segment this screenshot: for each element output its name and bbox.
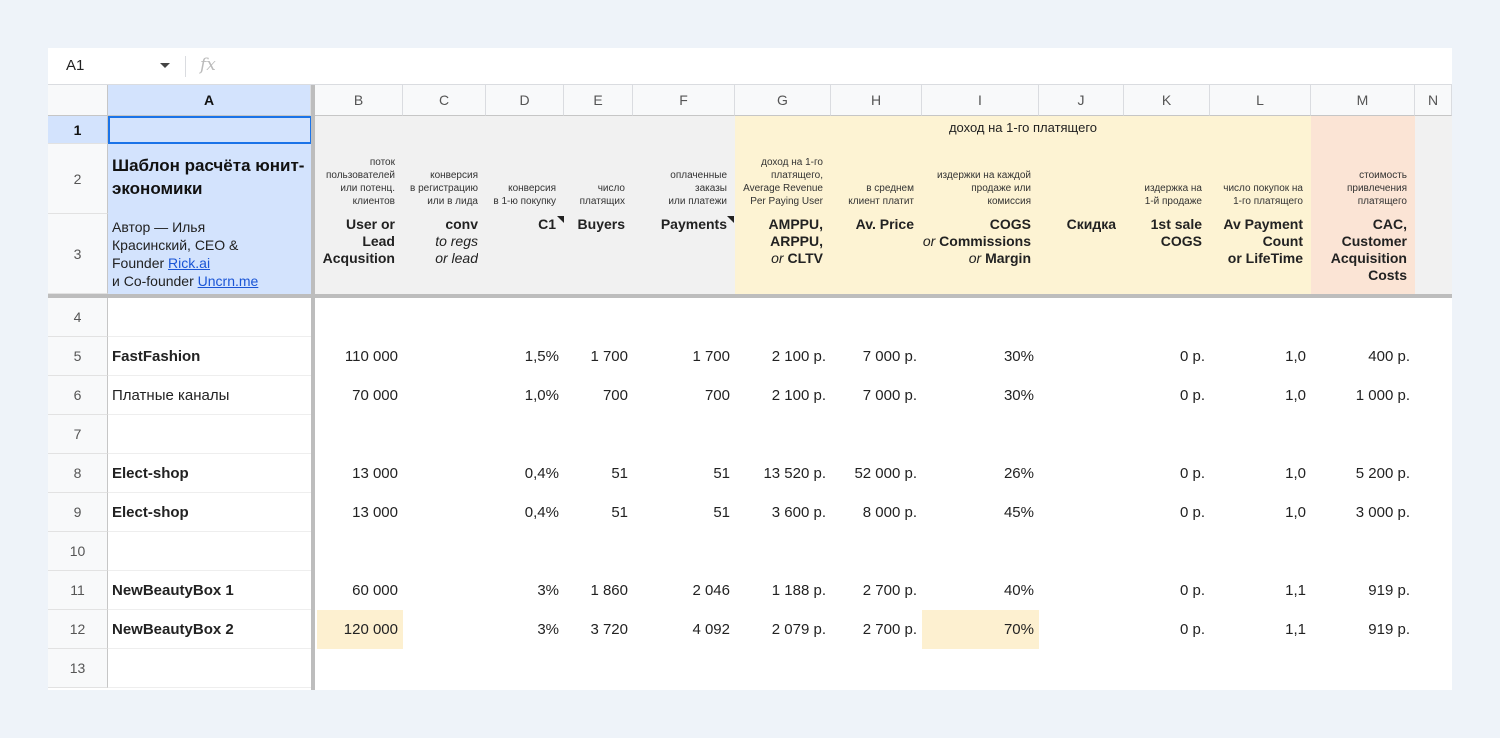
header-desc-line: в регистрацию: [410, 183, 478, 194]
header-name-line: Lead: [362, 233, 395, 249]
cell-m5[interactable]: 400 р.: [1368, 348, 1410, 365]
header-name-line: 1st sale: [1150, 216, 1202, 232]
column-header-a[interactable]: A: [108, 85, 311, 116]
author-prefix: и Co-founder: [112, 273, 198, 289]
column-header-k[interactable]: K: [1124, 85, 1210, 116]
cell-l5[interactable]: 1,0: [1285, 348, 1306, 365]
divider: [185, 56, 186, 77]
header-name-italic: or: [771, 250, 784, 266]
row-header-11[interactable]: 11: [48, 571, 108, 610]
cell-i11[interactable]: 40%: [1003, 582, 1034, 599]
cell-h9[interactable]: 8 000 р.: [862, 504, 917, 521]
row-header-7[interactable]: 7: [48, 415, 108, 454]
row-name-6[interactable]: Платные каналы: [112, 387, 230, 404]
header-desc-line: в среднем: [866, 183, 914, 194]
row-header-1[interactable]: 1: [48, 116, 108, 144]
header-name-line: Buyers: [577, 216, 625, 232]
cell-l8[interactable]: 1,0: [1285, 465, 1306, 482]
header-name-line: User or: [345, 216, 395, 232]
cell-e6[interactable]: 700: [602, 387, 628, 404]
grid-line: [108, 492, 311, 493]
cell-k12[interactable]: 0 р.: [1179, 621, 1205, 638]
cell-f12[interactable]: 4 092: [692, 621, 730, 638]
column-header-n[interactable]: N: [1415, 85, 1452, 116]
cell-e9[interactable]: 51: [611, 504, 628, 521]
header-name-line: conv: [445, 216, 478, 232]
cell-d11[interactable]: 3%: [537, 582, 559, 599]
author-line: [112, 272, 312, 290]
column-header-m[interactable]: M: [1311, 85, 1415, 116]
grid-line: [108, 453, 311, 454]
header-name-line: ARPPU,: [770, 233, 823, 249]
header-name-line: [922, 250, 1031, 267]
header-name-line: Costs: [1368, 267, 1407, 283]
cell-g5[interactable]: 2 100 р.: [771, 348, 826, 365]
cell-f11[interactable]: 2 046: [692, 582, 730, 599]
cell-g6[interactable]: 2 100 р.: [771, 387, 826, 404]
row-header-12[interactable]: 12: [48, 610, 108, 649]
row-name-8[interactable]: Elect-shop: [112, 465, 189, 482]
grid-line: [108, 609, 311, 610]
row-header-2[interactable]: 2: [48, 144, 108, 214]
column-header-h[interactable]: H: [831, 85, 922, 116]
cell-g8[interactable]: 13 520 р.: [763, 465, 826, 482]
row-name-12[interactable]: NewBeautyBox 2: [112, 621, 234, 638]
header-desc-d: [486, 144, 556, 208]
frozen-columns-divider[interactable]: [311, 85, 315, 690]
header-name-b: [315, 216, 395, 267]
header-name-line: COGS: [989, 216, 1031, 232]
header-desc-line: Average Revenue: [743, 183, 823, 194]
header-name-line: Av. Price: [855, 216, 914, 232]
header-name-line: or LifeTime: [1227, 250, 1303, 266]
header-desc-line: 1-го платящего: [1233, 196, 1303, 207]
header-name-line: Count: [1262, 233, 1303, 249]
cell-e5[interactable]: 1 700: [590, 348, 628, 365]
cell-e11[interactable]: 1 860: [590, 582, 628, 599]
cell-d12[interactable]: 3%: [537, 621, 559, 638]
cell-e8[interactable]: 51: [611, 465, 628, 482]
header-name-line: COGS: [1160, 233, 1202, 249]
cell-f8[interactable]: 51: [713, 465, 730, 482]
header-name-line: Payments: [660, 216, 727, 232]
header-desc-line: число покупок на: [1223, 183, 1303, 194]
rick-ai-link[interactable]: Rick.ai: [168, 255, 211, 271]
column-header-i[interactable]: I: [922, 85, 1039, 116]
row-header-8[interactable]: 8: [48, 454, 108, 493]
header-name-line: Av Payment: [1223, 216, 1303, 232]
row-header-13[interactable]: 13: [48, 649, 108, 688]
cell-h11[interactable]: 2 700 р.: [862, 582, 917, 599]
header-name-bold: CLTV: [783, 250, 823, 266]
header-desc-line: привлечения: [1346, 183, 1407, 194]
cell-k6[interactable]: 0 р.: [1179, 387, 1205, 404]
cell-m11[interactable]: 919 р.: [1368, 582, 1410, 599]
sheet-title: Шаблон расчёта юнит-экономики: [112, 156, 305, 198]
cell-g12[interactable]: 2 079 р.: [771, 621, 826, 638]
header-name-k: [1124, 216, 1202, 250]
cell-b5[interactable]: 110 000: [344, 348, 398, 365]
author-line: Автор — Илья: [112, 219, 206, 235]
author-block: [112, 218, 312, 290]
header-desc-b: [315, 144, 395, 208]
header-name-line: Скидка: [1066, 216, 1116, 232]
row-name-9[interactable]: Elect-shop: [112, 504, 189, 521]
cell-f6[interactable]: 700: [704, 387, 730, 404]
header-desc-line: поток: [369, 157, 395, 168]
row-header-9[interactable]: 9: [48, 493, 108, 532]
column-header-d[interactable]: D: [486, 85, 564, 116]
cell-k8[interactable]: 0 р.: [1179, 465, 1205, 482]
grid-line: [108, 570, 311, 571]
fx-icon: fx: [200, 55, 216, 75]
cell-g9[interactable]: 3 600 р.: [771, 504, 826, 521]
header-desc-line: в 1-ю покупку: [493, 196, 556, 207]
grid-line: [108, 414, 311, 415]
header-desc-line: комиссия: [987, 196, 1031, 207]
row-header-5[interactable]: 5: [48, 337, 108, 376]
column-header-g[interactable]: G: [735, 85, 831, 116]
header-desc-j: [1039, 144, 1116, 208]
cell-m6[interactable]: 1 000 р.: [1355, 387, 1410, 404]
cell-m9[interactable]: 3 000 р.: [1355, 504, 1410, 521]
banner-text: доход на 1-го платящего: [948, 120, 1098, 135]
column-header-e[interactable]: E: [564, 85, 633, 116]
header-name-j: [1039, 216, 1116, 233]
cell-h12[interactable]: 2 700 р.: [862, 621, 917, 638]
header-desc-line: заказы: [695, 183, 727, 194]
author-line: Красинский, CEO &: [112, 237, 239, 253]
header-name-l: [1210, 216, 1303, 267]
header-desc-line: или потенц.: [340, 183, 395, 194]
header-desc-line: клиент платит: [848, 196, 914, 207]
header-name-line: AMPPU,: [768, 216, 823, 232]
header-name-line: Acqusition: [322, 250, 395, 266]
column-header-c[interactable]: C: [403, 85, 486, 116]
cell-e12[interactable]: 3 720: [590, 621, 628, 638]
cell-b9[interactable]: 13 000: [352, 504, 398, 521]
grid-line: [108, 375, 311, 376]
cell-b11[interactable]: 60 000: [352, 582, 398, 599]
cell-d8[interactable]: 0,4%: [524, 465, 559, 482]
header-desc-i: [922, 144, 1031, 208]
header-desc-line: пользователей: [325, 170, 395, 181]
header-desc-line: платящего,: [770, 170, 823, 181]
chevron-down-icon[interactable]: [160, 63, 170, 68]
header-gray-block-n: [1415, 116, 1452, 294]
column-header-b[interactable]: B: [315, 85, 403, 116]
comment-indicator-d3[interactable]: [557, 216, 564, 223]
cell-i12[interactable]: 70%: [1003, 621, 1034, 638]
header-name-italic: or: [922, 233, 936, 249]
cell-k9[interactable]: 0 р.: [1179, 504, 1205, 521]
header-name-italic: or lead: [435, 250, 478, 266]
header-desc-line: или платежи: [668, 196, 727, 207]
column-header-l[interactable]: L: [1210, 85, 1311, 116]
header-name-m: [1311, 216, 1407, 284]
header-name-c: [403, 216, 478, 267]
header-desc-line: продаже или: [971, 183, 1031, 194]
header-name-bold: Margin: [981, 250, 1031, 266]
cell-k11[interactable]: 0 р.: [1179, 582, 1205, 599]
header-desc-e: [564, 144, 625, 208]
cell-m8[interactable]: 5 200 р.: [1355, 465, 1410, 482]
header-desc-line: клиентов: [352, 196, 395, 207]
name-box[interactable]: A1: [66, 57, 85, 74]
header-name-line: Customer: [1341, 233, 1407, 249]
author-line: [112, 254, 312, 272]
header-name-italic: to regs: [435, 233, 478, 249]
header-name-italic: or: [968, 250, 982, 266]
header-name-line: [922, 233, 1031, 250]
cell-l12[interactable]: 1,1: [1285, 621, 1306, 638]
row-header-10[interactable]: 10: [48, 532, 108, 571]
row-name-5[interactable]: FastFashion: [112, 348, 201, 365]
select-all-corner[interactable]: [48, 85, 108, 116]
cell-f9[interactable]: 51: [713, 504, 730, 521]
header-name-f: [633, 216, 727, 233]
header-desc-line: Per Paying User: [750, 196, 823, 207]
column-header-f[interactable]: F: [633, 85, 735, 116]
cell-h8[interactable]: 52 000 р.: [854, 465, 917, 482]
header-desc-line: оплаченные: [670, 170, 727, 181]
header-desc-line: платящего: [1357, 196, 1407, 207]
grid-line: [108, 336, 311, 337]
column-header-j[interactable]: J: [1039, 85, 1124, 116]
grid-line: [108, 531, 311, 532]
cell-l11[interactable]: 1,1: [1285, 582, 1306, 599]
header-desc-line: или в лида: [427, 196, 478, 207]
grid-line: [108, 648, 311, 649]
header-desc-line: издержка на: [1144, 183, 1202, 194]
header-name-d: [486, 216, 556, 233]
header-desc-line: число: [597, 183, 625, 194]
header-desc-line: доход на 1-го: [761, 157, 823, 168]
header-desc-k: [1124, 144, 1202, 208]
cell-i9[interactable]: 45%: [1003, 504, 1034, 521]
header-name-bold: Commissions: [935, 233, 1031, 249]
cell-d9[interactable]: 0,4%: [524, 504, 559, 521]
cell-k5[interactable]: 0 р.: [1179, 348, 1205, 365]
cell-h6[interactable]: 7 000 р.: [862, 387, 917, 404]
header-desc-c: [403, 144, 478, 208]
header-desc-g: [735, 144, 823, 208]
row-header-3[interactable]: 3: [48, 214, 108, 294]
cell-d5[interactable]: 1,5%: [524, 348, 559, 365]
cell-f5[interactable]: 1 700: [692, 348, 730, 365]
header-name-line: C1: [538, 216, 556, 232]
spreadsheet: [48, 48, 1452, 690]
row-name-11[interactable]: NewBeautyBox 1: [112, 582, 234, 599]
cell-h5[interactable]: 7 000 р.: [862, 348, 917, 365]
frozen-rows-divider[interactable]: [48, 294, 1452, 298]
comment-indicator-f3[interactable]: [727, 216, 734, 223]
cell-m12[interactable]: 919 р.: [1368, 621, 1410, 638]
cell-d6[interactable]: 1,0%: [524, 387, 559, 404]
header-desc-m: [1311, 144, 1407, 208]
cell-i6[interactable]: 30%: [1003, 387, 1034, 404]
uncrn-me-link[interactable]: Uncrn.me: [197, 273, 259, 289]
header-desc-line: конверсия: [430, 170, 478, 181]
header-desc-l: [1210, 144, 1303, 208]
cell-l6[interactable]: 1,0: [1285, 387, 1306, 404]
header-name-line: Acquisition: [1330, 250, 1407, 266]
selected-cell-a1[interactable]: [108, 116, 312, 144]
header-desc-h: [831, 144, 914, 208]
cell-b6[interactable]: 70 000: [352, 387, 398, 404]
header-desc-line: платящих: [579, 196, 625, 207]
header-desc-f: [633, 144, 727, 208]
header-name-line: [735, 250, 823, 267]
author-prefix: Founder: [112, 255, 169, 271]
cell-b8[interactable]: 13 000: [352, 465, 398, 482]
cell-b12[interactable]: 120 000: [343, 621, 398, 638]
header-name-h: [831, 216, 914, 233]
header-name-line: CAC,: [1372, 216, 1407, 232]
row-header-4[interactable]: 4: [48, 298, 108, 337]
header-desc-line: издержки на каждой: [936, 170, 1031, 181]
header-name-e: [564, 216, 625, 233]
cell-l9[interactable]: 1,0: [1285, 504, 1306, 521]
cell-g11[interactable]: 1 188 р.: [771, 582, 826, 599]
header-name-i: [922, 216, 1031, 267]
header-name-g: [735, 216, 823, 267]
cell-i8[interactable]: 26%: [1003, 465, 1034, 482]
header-desc-line: 1-й продаже: [1144, 196, 1202, 207]
header-desc-line: стоимость: [1359, 170, 1407, 181]
cell-i5[interactable]: 30%: [1003, 348, 1034, 365]
header-desc-line: конверсия: [508, 183, 556, 194]
formula-bar: [48, 48, 1452, 85]
row-header-6[interactable]: 6: [48, 376, 108, 415]
grid-line: [108, 687, 311, 688]
